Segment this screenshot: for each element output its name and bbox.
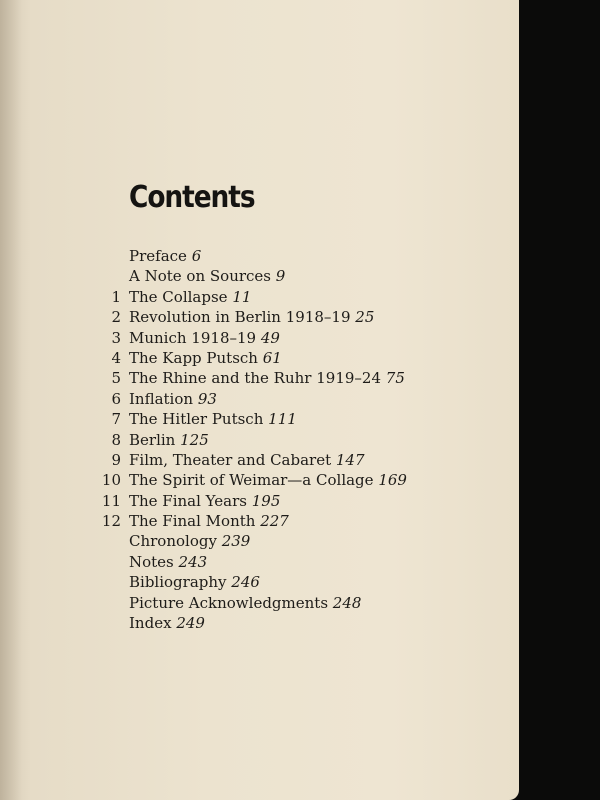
page-number: 111	[268, 410, 297, 429]
page-number: 249	[176, 614, 205, 633]
entry-title: Munich 1918–19	[129, 328, 257, 347]
entry-title: The Kapp Putsch	[129, 348, 258, 367]
table-of-contents	[96, 246, 407, 633]
entry-title: The Final Years	[129, 491, 247, 510]
chapter-number: 6	[111, 389, 121, 408]
toc-entry	[96, 593, 407, 613]
toc-entry	[96, 430, 407, 450]
entry-title: The Final Month	[129, 512, 256, 531]
toc-entry	[96, 389, 407, 409]
toc-entry	[96, 450, 407, 470]
entry-title: The Hitler Putsch	[129, 410, 264, 429]
page-number: 239	[221, 532, 251, 551]
toc-entry	[96, 409, 407, 429]
entry-title: Notes	[129, 552, 174, 571]
entry-title: The Rhine and the Ruhr 1919–24	[129, 369, 381, 388]
chapter-number: 8	[111, 430, 121, 449]
entry-title: Bibliography	[129, 573, 227, 592]
entry-title: Inflation	[129, 389, 194, 408]
entry-title: The Collapse	[129, 287, 228, 306]
chapter-number: 2	[111, 308, 121, 327]
page-number: 248	[332, 593, 362, 612]
entry-title: Index	[129, 614, 172, 633]
toc-entry	[96, 572, 407, 592]
toc-entry	[96, 287, 407, 307]
entry-title: The Spirit of Weimar—a Collage	[129, 471, 374, 490]
toc-entry	[96, 613, 407, 633]
page-number: 147	[335, 450, 365, 469]
chapter-number: 10	[101, 471, 121, 490]
toc-entry	[96, 266, 407, 286]
page-number: 49	[260, 328, 280, 347]
toc-entry	[96, 348, 407, 368]
page-number: 6	[191, 247, 202, 265]
toc-entry	[96, 552, 407, 572]
entry-title: Preface	[129, 247, 187, 265]
page-number: 25	[355, 308, 375, 327]
chapter-number: 12	[101, 512, 121, 531]
entry-title: Film, Theater and Cabaret	[129, 450, 332, 469]
toc-entry	[96, 511, 407, 531]
toc-entry	[96, 246, 407, 266]
chapter-number: 5	[111, 369, 121, 388]
toc-entry	[96, 470, 407, 490]
toc-entry	[96, 531, 407, 551]
chapter-number: 4	[111, 348, 121, 367]
page-number: 61	[262, 348, 282, 367]
chapter-number: 7	[111, 410, 121, 429]
page-gutter-shadow	[0, 0, 22, 800]
chapter-number: 9	[111, 450, 121, 469]
page-number: 227	[260, 512, 289, 531]
page-title: Contents	[129, 180, 255, 215]
chapter-number: 3	[111, 328, 121, 347]
toc-entry	[96, 491, 407, 511]
page-number: 93	[197, 389, 217, 408]
page-number: 11	[232, 287, 252, 306]
page-number: 75	[385, 369, 405, 388]
entry-title: Berlin	[129, 430, 176, 449]
page-number: 246	[231, 573, 260, 592]
toc-entry	[96, 368, 407, 388]
page-number: 195	[251, 491, 281, 510]
toc-entry	[96, 307, 407, 327]
chapter-number: 11	[101, 491, 121, 510]
entry-title: Revolution in Berlin 1918–19	[129, 308, 351, 327]
page-number: 243	[178, 552, 208, 571]
page-number: 169	[378, 471, 407, 490]
toc-entry	[96, 328, 407, 348]
page-number: 125	[180, 430, 209, 449]
chapter-number: 1	[111, 287, 121, 306]
entry-title: A Note on Sources	[129, 267, 272, 286]
entry-title: Picture Acknowledgments	[129, 593, 329, 612]
page-number: 9	[275, 267, 286, 286]
entry-title: Chronology	[129, 532, 217, 551]
